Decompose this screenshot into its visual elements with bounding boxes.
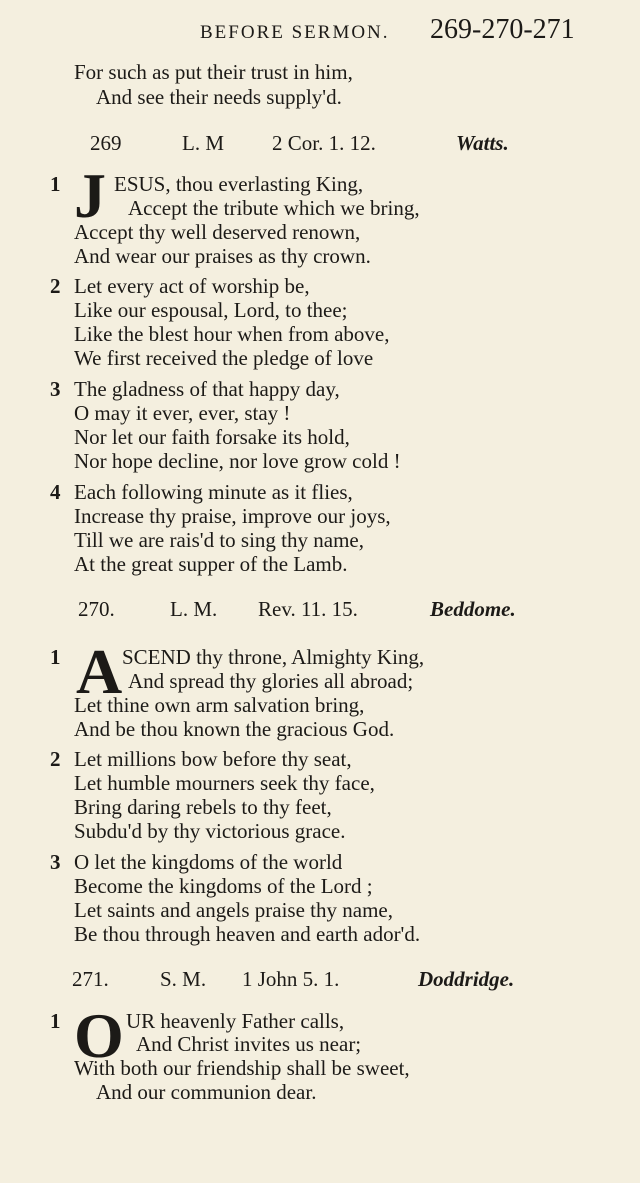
stanza-number: 1 bbox=[50, 172, 61, 196]
hymn-scripture: 2 Cor. 1. 12. bbox=[272, 131, 376, 155]
stanza-number: 4 bbox=[50, 480, 61, 504]
continuation-line: For such as put their trust in him, bbox=[74, 60, 353, 84]
drop-cap: O bbox=[74, 1000, 124, 1071]
hymn-author: Beddome. bbox=[430, 597, 516, 621]
page-hymn-numbers: 269-270-271 bbox=[430, 14, 575, 45]
stanza-line: Subdu'd by thy victorious grace. bbox=[74, 819, 346, 843]
stanza-first-line: ESUS, thou everlasting King, bbox=[114, 172, 364, 196]
stanza-line: O let the kingdoms of the world bbox=[74, 850, 343, 874]
stanza-line: Become the kingdoms of the Lord ; bbox=[74, 874, 373, 898]
stanza-line: Nor let our faith forsake its hold, bbox=[74, 425, 350, 449]
stanza-line: O may it ever, ever, stay ! bbox=[74, 401, 291, 425]
stanza-line: Nor hope decline, nor love grow cold ! bbox=[74, 449, 401, 473]
stanza-first-line: SCEND thy throne, Almighty King, bbox=[122, 645, 425, 669]
stanza-number: 3 bbox=[50, 850, 61, 874]
hymn-meter: L. M bbox=[182, 131, 224, 155]
stanza-number: 2 bbox=[50, 274, 61, 298]
stanza-line: Let thine own arm salvation bring, bbox=[74, 693, 365, 717]
stanza-line: Let humble mourners seek thy face, bbox=[74, 771, 375, 795]
stanza-line: Each following minute as it flies, bbox=[74, 480, 353, 504]
stanza-first-line: UR heavenly Father calls, bbox=[126, 1009, 345, 1033]
stanza-line: And our communion dear. bbox=[96, 1080, 317, 1104]
stanza-line: Bring daring rebels to thy feet, bbox=[74, 795, 332, 819]
stanza-number: 1 bbox=[50, 1009, 61, 1033]
stanza-line: And Christ invites us near; bbox=[136, 1032, 362, 1056]
stanza-line: Let millions bow before thy seat, bbox=[74, 747, 352, 771]
stanza-number: 3 bbox=[50, 377, 61, 401]
running-title: BEFORE SERMON. bbox=[200, 22, 390, 43]
stanza-line: Increase thy praise, improve our joys, bbox=[74, 504, 391, 528]
hymn-author: Watts. bbox=[456, 131, 509, 155]
stanza-line: Till we are rais'd to sing thy name, bbox=[74, 528, 364, 552]
hymn-number: 269 bbox=[90, 131, 122, 155]
stanza-line: And be thou known the gracious God. bbox=[74, 717, 395, 741]
hymn-author: Doddridge. bbox=[418, 967, 515, 991]
stanza-number: 2 bbox=[50, 747, 61, 771]
hymn-scripture: 1 John 5. 1. bbox=[242, 967, 340, 991]
stanza-line: Accept the tribute which we bring, bbox=[128, 196, 420, 220]
continuation-line: And see their needs supply'd. bbox=[96, 85, 342, 109]
stanza-line: Accept thy well deserved renown, bbox=[74, 220, 361, 244]
drop-cap: A bbox=[76, 636, 123, 707]
stanza-line: With both our friendship shall be sweet, bbox=[74, 1056, 410, 1080]
stanza-line: Be thou through heaven and earth ador'd. bbox=[74, 922, 421, 946]
stanza-line: At the great supper of the Lamb. bbox=[74, 552, 348, 576]
hymn-meter: S. M. bbox=[160, 967, 207, 991]
hymn-number: 271. bbox=[72, 967, 109, 991]
drop-cap: J bbox=[74, 160, 106, 231]
hymn-scripture: Rev. 11. 15. bbox=[258, 597, 358, 621]
stanza-line: Like the blest hour when from above, bbox=[74, 322, 390, 346]
stanza-line: Like our espousal, Lord, to thee; bbox=[74, 298, 348, 322]
stanza-line: The gladness of that happy day, bbox=[74, 377, 340, 401]
stanza-line: Let saints and angels praise thy name, bbox=[74, 898, 393, 922]
stanza-number: 1 bbox=[50, 645, 61, 669]
stanza-line: We first received the pledge of love bbox=[74, 346, 374, 370]
stanza-line: And spread thy glories all abroad; bbox=[128, 669, 414, 693]
hymn-number: 270. bbox=[78, 597, 115, 621]
stanza-line: And wear our praises as thy crown. bbox=[74, 244, 371, 268]
hymn-meter: L. M. bbox=[170, 597, 218, 621]
stanza-line: Let every act of worship be, bbox=[74, 274, 310, 298]
